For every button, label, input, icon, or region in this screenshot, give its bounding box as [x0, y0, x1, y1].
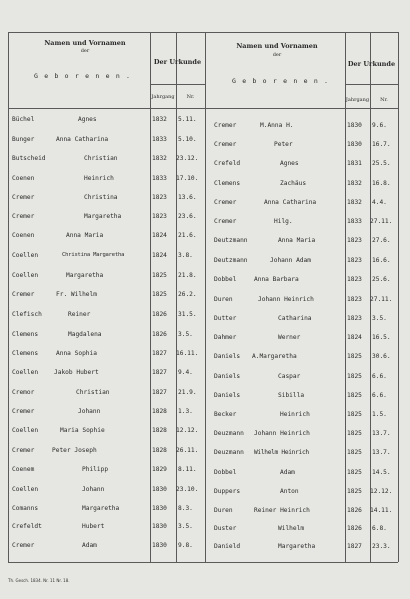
given-name: Johann — [78, 408, 101, 415]
column-divider — [398, 32, 399, 562]
column-divider — [205, 32, 206, 562]
year: 1823 — [347, 296, 362, 303]
year: 1825 — [347, 392, 362, 399]
given-name: Anna Sophia — [56, 350, 97, 357]
surname: Duster — [214, 525, 237, 532]
given-name: Reiner — [68, 311, 91, 318]
year: 1826 — [152, 331, 167, 338]
year: 1827 — [152, 350, 167, 357]
surname: Coenen — [12, 232, 35, 239]
right-jahrgang-label: Jahrgang — [345, 97, 370, 103]
entry-number: 9.4. — [178, 369, 193, 376]
year: 1825 — [152, 272, 167, 279]
given-name: Margaretha — [278, 543, 316, 550]
entry-number: 9.8. — [178, 542, 193, 549]
given-name: Adam — [82, 542, 97, 549]
entry-number: 5.11. — [178, 116, 197, 123]
given-name: Johann — [82, 486, 105, 493]
surname: Cremer — [12, 447, 35, 454]
year: 1825 — [347, 353, 362, 360]
surname: Dahmer — [214, 334, 237, 341]
left-geborenen-label: G e b o r e n e n . — [34, 72, 132, 80]
given-name: Margaretha — [82, 505, 120, 512]
given-name: Johann Heinrich — [254, 430, 310, 437]
surname: Clemens — [214, 180, 241, 187]
year: 1831 — [347, 160, 362, 167]
form-footer: Th. Gesch. 1834. Nr. 11 Nr. 18. — [8, 578, 70, 583]
surname: Becker — [214, 411, 237, 418]
given-name: Sibilla — [278, 392, 305, 399]
entry-number: 16.7. — [372, 141, 391, 148]
entry-number: 8.3. — [178, 505, 193, 512]
right-der-label: der — [272, 52, 282, 58]
surname: Daniels — [214, 373, 241, 380]
surname: Dobbel — [214, 469, 237, 476]
given-name: Peter Joseph — [52, 447, 97, 454]
entry-number: 13.7. — [372, 449, 391, 456]
given-name: Johann Heinrich — [258, 296, 314, 303]
surname: Cremer — [214, 141, 237, 148]
surname: Cremer — [214, 199, 237, 206]
surname: Cremer — [12, 408, 35, 415]
left-name-header: Namen und Vornamen — [44, 39, 126, 47]
surname: Duppers — [214, 488, 241, 495]
year: 1826 — [152, 311, 167, 318]
surname: Clefisch — [12, 311, 42, 318]
year: 1826 — [347, 507, 362, 514]
year: 1823 — [347, 276, 362, 283]
given-name: Margaretha — [66, 272, 104, 279]
entry-number: 4.4. — [372, 199, 387, 206]
entry-number: 21.6. — [178, 232, 197, 239]
surname: Cremor — [12, 389, 35, 396]
year: 1827 — [347, 543, 362, 550]
year: 1823 — [152, 194, 167, 201]
surname: Cremer — [214, 218, 237, 225]
surname: Deutzmann — [214, 257, 248, 264]
year-subheader-rule — [150, 84, 205, 85]
year: 1830 — [152, 505, 167, 512]
entry-number: 23.6. — [178, 213, 197, 220]
year: 1829 — [152, 466, 167, 473]
year: 1828 — [152, 447, 167, 454]
surname: Bunger — [12, 136, 35, 143]
year: 1825 — [347, 469, 362, 476]
surname: Clemens — [12, 331, 39, 338]
surname: Coellen — [12, 486, 39, 493]
header-top-rule — [8, 32, 398, 33]
entry-number: 12.12. — [370, 488, 393, 495]
column-divider — [176, 32, 177, 562]
entry-number: 27.11. — [370, 218, 393, 225]
given-name: A.Margaretha — [252, 353, 297, 360]
surname: Duren — [214, 507, 233, 514]
given-name: Anna Barbara — [254, 276, 299, 283]
right-name-header: Namen und Vornamen — [236, 42, 318, 50]
given-name: Hubert — [82, 523, 105, 530]
left-jahrgang-label: Jahrgang — [151, 94, 175, 100]
surname: Daniels — [214, 392, 241, 399]
given-name: Anna Maria — [278, 237, 316, 244]
entry-number: 25.5. — [372, 160, 391, 167]
given-name: Agnes — [280, 160, 299, 167]
entry-number: 1.5. — [372, 411, 387, 418]
surname: Cremer — [12, 213, 35, 220]
surname: Coenem — [12, 466, 35, 473]
year: 1832 — [152, 155, 167, 162]
entry-number: 6.6. — [372, 392, 387, 399]
year: 1830 — [347, 141, 362, 148]
given-name: Magdalena — [68, 331, 102, 338]
entry-number: 21.9. — [178, 389, 197, 396]
entry-number: 16.11. — [176, 350, 199, 357]
bottom-rule — [8, 562, 398, 563]
entry-number: 3.5. — [372, 315, 387, 322]
given-name: Zachäus — [280, 180, 307, 187]
surname: Cremer — [214, 122, 237, 129]
left-urkunde-header: Der Urkunde — [153, 58, 202, 66]
surname: Crefeldt — [12, 523, 42, 530]
year: 1832 — [347, 199, 362, 206]
year: 1823 — [347, 257, 362, 264]
surname: Crefeld — [214, 160, 241, 167]
year: 1830 — [152, 523, 167, 530]
given-name: Reiner Heinrich — [254, 507, 310, 514]
year: 1832 — [152, 116, 167, 123]
column-divider — [8, 32, 9, 562]
year: 1824 — [152, 232, 167, 239]
year: 1825 — [347, 488, 362, 495]
year: 1826 — [347, 525, 362, 532]
year: 1827 — [152, 389, 167, 396]
entry-number: 6.8. — [372, 525, 387, 532]
year: 1830 — [152, 542, 167, 549]
entry-number: 27.11. — [370, 296, 393, 303]
entry-number: 16.6. — [372, 257, 391, 264]
entry-number: 23.10. — [176, 486, 199, 493]
year: 1823 — [347, 237, 362, 244]
entry-number: 8.11. — [178, 466, 197, 473]
given-name: Christian — [84, 155, 118, 162]
given-name: Jakob Hubert — [54, 369, 99, 376]
given-name: Fr. Wilhelm — [56, 291, 97, 298]
given-name: Agnes — [78, 116, 97, 123]
given-name: Catharina — [278, 315, 312, 322]
given-name: Johann Adam — [270, 257, 311, 264]
entry-number: 5.10. — [178, 136, 197, 143]
left-der-label: der — [80, 48, 90, 54]
given-name: Heinrich — [84, 175, 114, 182]
left-nr-label: Nr. — [186, 94, 195, 100]
year: 1828 — [152, 408, 167, 415]
given-name: Philipp — [82, 466, 109, 473]
entry-number: 26.2. — [178, 291, 197, 298]
given-name: Christina — [84, 194, 118, 201]
year: 1825 — [347, 373, 362, 380]
year: 1824 — [152, 252, 167, 259]
given-name: Anton — [280, 488, 299, 495]
year: 1825 — [347, 411, 362, 418]
given-name: Peter — [274, 141, 293, 148]
surname: Cremer — [12, 291, 35, 298]
surname: Comanns — [12, 505, 39, 512]
surname: Büchel — [12, 116, 35, 123]
given-name: Wilhelm Heinrich — [254, 449, 309, 456]
given-name: M.Anna H. — [260, 122, 294, 129]
year: 1830 — [347, 122, 362, 129]
year: 1824 — [347, 334, 362, 341]
entry-number: 6.6. — [372, 373, 387, 380]
given-name: Maria Sophie — [60, 427, 105, 434]
surname: Deuzmann — [214, 430, 244, 437]
given-name: Wilhelm — [278, 525, 305, 532]
entry-number: 13.6. — [178, 194, 197, 201]
right-nr-label: Nr. — [380, 97, 388, 103]
column-divider — [345, 32, 346, 562]
entry-number: 14.11. — [370, 507, 393, 514]
surname: Cremer — [12, 542, 35, 549]
surname: Dobbel — [214, 276, 237, 283]
right-geborenen-label: G e b o r e n e n . — [232, 77, 330, 85]
year: 1823 — [152, 213, 167, 220]
year: 1825 — [152, 291, 167, 298]
year: 1833 — [347, 218, 362, 225]
surname: Clemens — [12, 350, 39, 357]
year: 1827 — [152, 369, 167, 376]
entry-number: 17.10. — [176, 175, 199, 182]
entry-number: 13.7. — [372, 430, 391, 437]
right-urkunde-header: Der Urkunde — [347, 60, 396, 68]
surname: Butscheid — [12, 155, 46, 162]
given-name: Margaretha — [84, 213, 122, 220]
surname: Duren — [214, 296, 233, 303]
entry-number: 3.5. — [178, 331, 193, 338]
entry-number: 31.5. — [178, 311, 197, 318]
entry-number: 26.11. — [176, 447, 199, 454]
column-divider — [150, 32, 151, 562]
surname: Coellen — [12, 369, 39, 376]
entry-number: 30.6. — [372, 353, 391, 360]
year: 1825 — [347, 430, 362, 437]
year: 1833 — [152, 136, 167, 143]
entry-number: 27.6. — [372, 237, 391, 244]
entry-number: 3.8. — [178, 252, 193, 259]
entry-number: 3.5. — [178, 523, 193, 530]
year: 1833 — [152, 175, 167, 182]
given-name: Christina Margaretha — [62, 252, 125, 258]
year: 1825 — [347, 449, 362, 456]
given-name: Hilg. — [274, 218, 293, 225]
given-name: Heinrich — [280, 411, 310, 418]
entry-number: 16.8. — [372, 180, 391, 187]
entry-number: 23.3. — [372, 543, 391, 550]
surname: Deuzmann — [214, 449, 244, 456]
surname: Coellen — [12, 272, 39, 279]
surname: Deutzmann — [214, 237, 248, 244]
given-name: Caspar — [278, 373, 301, 380]
entry-number: 1.3. — [178, 408, 193, 415]
year: 1830 — [152, 486, 167, 493]
given-name: Werner — [278, 334, 301, 341]
given-name: Adam — [280, 469, 295, 476]
entry-number: 23.12. — [176, 155, 199, 162]
given-name: Anna Catharina — [56, 136, 109, 143]
header-bottom-rule — [8, 108, 398, 109]
given-name: Anna Maria — [66, 232, 104, 239]
surname: Coellen — [12, 252, 39, 259]
entry-number: 25.6. — [372, 276, 391, 283]
entry-number: 21.8. — [178, 272, 197, 279]
year-subheader-rule — [345, 84, 398, 85]
surname: Coenen — [12, 175, 35, 182]
surname: Daniels — [214, 353, 241, 360]
year: 1828 — [152, 427, 167, 434]
surname: Coellen — [12, 427, 39, 434]
given-name: Christian — [76, 389, 110, 396]
surname: Danield — [214, 543, 241, 550]
entry-number: 14.5. — [372, 469, 391, 476]
year: 1832 — [347, 180, 362, 187]
year: 1823 — [347, 315, 362, 322]
surname: Cremer — [12, 194, 35, 201]
surname: Dutter — [214, 315, 237, 322]
entry-number: 9.6. — [372, 122, 387, 129]
entry-number: 12.12. — [176, 427, 199, 434]
entry-number: 16.5. — [372, 334, 391, 341]
given-name: Anna Catharina — [264, 199, 317, 206]
